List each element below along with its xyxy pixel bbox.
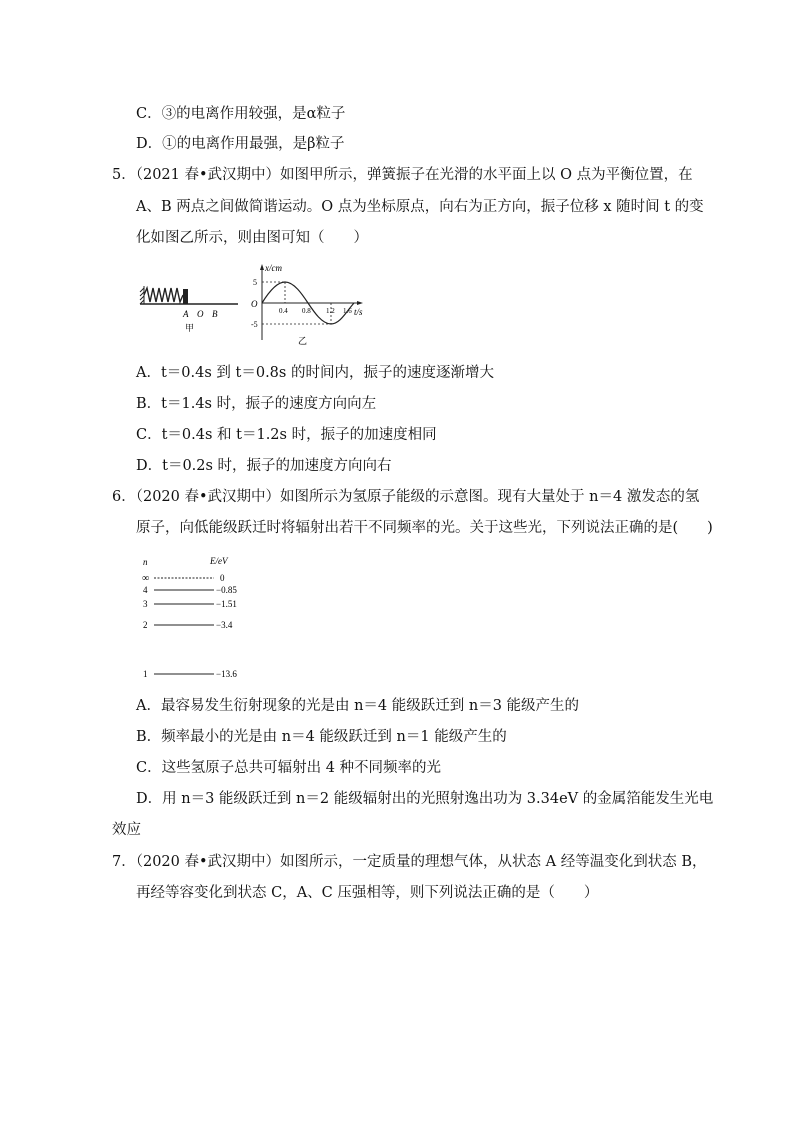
question-5-stem-1: 5．（2021 春•武汉期中）如图甲所示，弹簧振子在光滑的水平面上以 O 点为平衡位置，在 — [112, 167, 693, 183]
displacement-time-graph — [248, 260, 373, 348]
y-axis-arrow — [260, 264, 264, 270]
tick-x-0-8: 0.8 — [302, 307, 311, 315]
question-6-option-d: D．用 n＝3 能级跃迁到 n＝2 能级辐射出的光照射逸出功为 3.34eV 的金属箔能发生光电 — [136, 791, 714, 807]
question-5-option-d: D．t＝0.2s 时，振子的加速度方向向右 — [136, 458, 392, 474]
tick-x-0-4: 0.4 — [279, 307, 288, 315]
level-e-2: −3.4 — [216, 620, 233, 630]
question-5-option-b: B．t＝1.4s 时，振子的速度方向向左 — [136, 396, 377, 412]
tick-x-1-2: 1.2 — [326, 307, 335, 315]
level-e-inf: 0 — [220, 573, 225, 583]
caption-yi: 乙 — [298, 336, 308, 346]
question-5-option-a: A．t＝0.4s 到 t＝0.8s 的时间内，振子的速度逐渐增大 — [136, 365, 494, 381]
tick-x-1-6: 1.6 — [343, 307, 352, 315]
spring-coil — [144, 288, 183, 302]
question-6-option-a: A．最容易发生衍射现象的光是由 n＝4 能级跃迁到 n＝3 能级产生的 — [136, 698, 580, 714]
wall-hatch — [140, 286, 144, 304]
level-n-4: 4 — [143, 585, 148, 595]
question-6-option-d-cont: 效应 — [112, 822, 141, 838]
level-n-inf: ∞ — [142, 573, 150, 584]
origin-label: O — [251, 299, 258, 309]
question-7-stem-1: 7．（2020 春•武汉期中）如图所示，一定质量的理想气体，从状态 A 经等温变化到状态 B， — [112, 854, 707, 870]
energy-header: E/eV — [210, 556, 228, 566]
y-axis-label: x/cm — [265, 263, 282, 273]
oscillator-block — [183, 289, 188, 304]
question-6-stem-2: 原子，向低能级跃迁时将辐射出若干不同频率的光。关于这些光，下列说法正确的是( ) — [136, 520, 713, 536]
level-e-4: −0.85 — [216, 585, 237, 595]
question-6-option-b: B．频率最小的光是由 n＝4 能级跃迁到 n＝1 能级产生的 — [136, 729, 507, 745]
tick-y-neg5: -5 — [251, 320, 258, 329]
label-b: B — [212, 309, 218, 319]
hydrogen-energy-level-diagram — [138, 552, 268, 684]
x-axis-arrow — [357, 301, 363, 305]
level-e-1: −13.6 — [216, 669, 237, 679]
level-e-3: −1.51 — [216, 599, 237, 609]
line-option-c-q4: C．③的电离作用较强，是α粒子 — [136, 106, 346, 122]
question-6-option-c: C．这些氢原子总共可辐射出 4 种不同频率的光 — [136, 760, 442, 776]
caption-jia: 甲 — [185, 323, 195, 333]
label-a: A — [183, 309, 189, 319]
tick-y-5: 5 — [253, 278, 257, 287]
question-7-stem-2: 再经等容变化到状态 C，A、C 压强相等，则下列说法正确的是（ ） — [136, 885, 599, 901]
level-n-2: 2 — [143, 620, 148, 630]
x-axis-label: t/s — [354, 307, 363, 317]
line-option-d-q4: D．①的电离作用最强，是β粒子 — [136, 136, 345, 152]
question-5-stem-2: A、B 两点之间做简谐运动。O 点为坐标原点，向右为正方向，振子位移 x 随时间 t 的变 — [136, 199, 704, 215]
level-n-1: 1 — [143, 669, 148, 679]
question-6-stem-1: 6．（2020 春•武汉期中）如图所示为氢原子能级的示意图。现有大量处于 n＝4 激发态的氢 — [112, 489, 700, 505]
n-header: n — [143, 557, 148, 567]
label-o: O — [197, 309, 204, 319]
question-5-stem-3: 化如图乙所示，则由图可知（ ） — [136, 230, 368, 246]
spring-oscillator-figure — [138, 280, 242, 340]
question-5-option-c: C．t＝0.4s 和 t＝1.2s 时，振子的加速度相同 — [136, 427, 437, 443]
level-n-3: 3 — [143, 599, 148, 609]
